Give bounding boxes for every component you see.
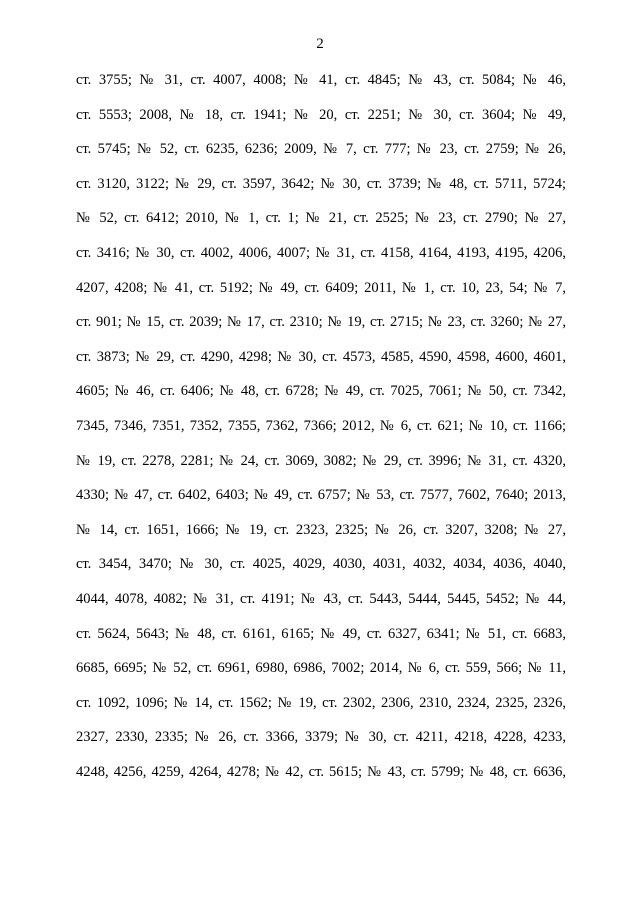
text-line: 4248, 4256, 4259, 4264, 4278; № 42, ст. 5615; № 43, ст. 5799; № 48, ст. 6636, — [76, 763, 566, 780]
text-line: 2327, 2330, 2335; № 26, ст. 3366, 3379; № 30, ст. 4211, 4218, 4228, 4233, — [76, 729, 566, 746]
text-line: 4207, 4208; № 41, ст. 5192; № 49, ст. 6409; 2011, № 1, ст. 10, 23, 54; № 7, — [76, 279, 566, 296]
text-line: 4330; № 47, ст. 6402, 6403; № 49, ст. 6757; № 53, ст. 7577, 7602, 7640; 2013, — [76, 487, 566, 504]
text-line: ст. 3416; № 30, ст. 4002, 4006, 4007; № 31, ст. 4158, 4164, 4193, 4195, 4206, — [76, 244, 566, 261]
text-line: № 19, ст. 2278, 2281; № 24, ст. 3069, 3082; № 29, ст. 3996; № 31, ст. 4320, — [76, 452, 566, 469]
text-line: ст. 5745; № 52, ст. 6235, 6236; 2009, № 7, ст. 777; № 23, ст. 2759; № 26, — [76, 141, 566, 158]
page-number: 2 — [316, 36, 324, 52]
text-line: № 52, ст. 6412; 2010, № 1, ст. 1; № 21, ст. 2525; № 23, ст. 2790; № 27, — [76, 210, 566, 227]
text-line: 7345, 7346, 7351, 7352, 7355, 7362, 7366; 2012, № 6, ст. 621; № 10, ст. 1166; — [76, 417, 566, 434]
text-line: 4044, 4078, 4082; № 31, ст. 4191; № 43, ст. 5443, 5444, 5445, 5452; № 44, — [76, 590, 566, 607]
text-line: ст. 5624, 5643; № 48, ст. 6161, 6165; № 49, ст. 6327, 6341; № 51, ст. 6683, — [76, 625, 566, 642]
text-line: ст. 1092, 1096; № 14, ст. 1562; № 19, ст. 2302, 2306, 2310, 2324, 2325, 2326, — [76, 694, 566, 711]
text-line: 4605; № 46, ст. 6406; № 48, ст. 6728; № 49, ст. 7025, 7061; № 50, ст. 7342, — [76, 383, 566, 400]
text-line: ст. 3120, 3122; № 29, ст. 3597, 3642; № 30, ст. 3739; № 48, ст. 5711, 5724; — [76, 175, 566, 192]
text-line: ст. 901; № 15, ст. 2039; № 17, ст. 2310; № 19, ст. 2715; № 23, ст. 3260; № 27, — [76, 314, 566, 331]
text-line: ст. 3755; № 31, ст. 4007, 4008; № 41, ст. 4845; № 43, ст. 5084; № 46, — [76, 72, 566, 88]
text-line: ст. 5553; 2008, № 18, ст. 1941; № 20, ст. 2251; № 30, ст. 3604; № 49, — [76, 106, 566, 123]
text-line: № 14, ст. 1651, 1666; № 19, ст. 2323, 2325; № 26, ст. 3207, 3208; № 27, — [76, 521, 566, 538]
text-line: 6685, 6695; № 52, ст. 6961, 6980, 6986, 7002; 2014, № 6, ст. 559, 566; № 11, — [76, 660, 566, 677]
text-line: ст. 3873; № 29, ст. 4290, 4298; № 30, ст. 4573, 4585, 4590, 4598, 4600, 4601, — [76, 348, 566, 365]
text-line: ст. 3454, 3470; № 30, ст. 4025, 4029, 4030, 4031, 4032, 4034, 4036, 4040, — [76, 556, 566, 573]
document-body — [76, 70, 566, 796]
